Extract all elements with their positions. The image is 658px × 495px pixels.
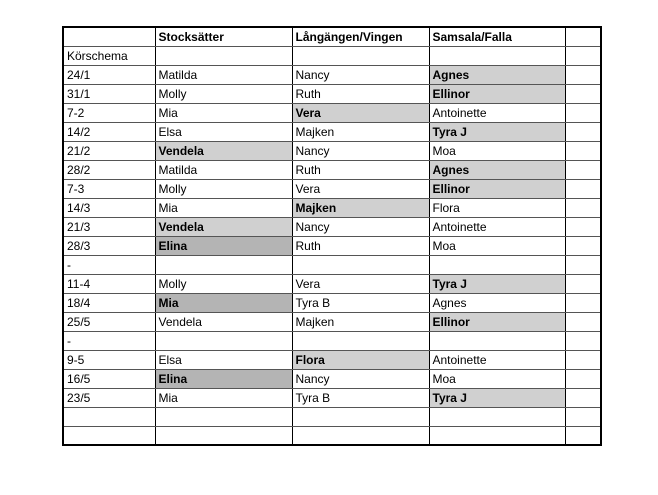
empty-cell: [565, 426, 601, 445]
name-cell: Tyra B: [292, 294, 429, 313]
name-cell: Ruth: [292, 161, 429, 180]
empty-cell: [565, 85, 601, 104]
name-cell: [155, 426, 292, 445]
empty-cell: [565, 332, 601, 351]
name-cell: Ruth: [292, 237, 429, 256]
name-cell: Elsa: [155, 123, 292, 142]
table-row: [63, 275, 601, 294]
empty-cell: [565, 408, 601, 427]
subheader-label: Körschema: [63, 47, 155, 66]
table-row: [63, 351, 601, 370]
name-cell: Agnes: [429, 66, 565, 85]
name-cell: [429, 408, 565, 427]
empty-cell: [565, 47, 601, 66]
name-cell: Mia: [155, 199, 292, 218]
empty-cell: [565, 237, 601, 256]
name-cell: Agnes: [429, 161, 565, 180]
name-cell: Matilda: [155, 66, 292, 85]
name-cell: Nancy: [292, 66, 429, 85]
name-cell: Majken: [292, 199, 429, 218]
name-cell: Antoinette: [429, 351, 565, 370]
name-cell: Flora: [429, 199, 565, 218]
empty-cell: [565, 123, 601, 142]
table-row: [63, 408, 601, 427]
name-cell: Majken: [292, 313, 429, 332]
name-cell: Vendela: [155, 142, 292, 161]
name-cell: [292, 256, 429, 275]
column-header-1: Stocksätter: [155, 27, 292, 47]
schedule-body: [63, 27, 601, 445]
name-cell: [429, 332, 565, 351]
table-row: [63, 256, 601, 275]
table-row: [63, 332, 601, 351]
column-header-4: [565, 27, 601, 47]
name-cell: Mia: [155, 104, 292, 123]
table-row: [63, 123, 601, 142]
date-cell: 24/1: [63, 66, 155, 85]
date-cell: 31/1: [63, 85, 155, 104]
name-cell: Moa: [429, 237, 565, 256]
date-cell: 28/2: [63, 161, 155, 180]
empty-cell: [565, 351, 601, 370]
empty-cell: [565, 370, 601, 389]
table-row: [63, 104, 601, 123]
name-cell: Ellinor: [429, 180, 565, 199]
subheader-row: [63, 47, 601, 66]
name-cell: Tyra J: [429, 123, 565, 142]
name-cell: [292, 426, 429, 445]
date-cell: 25/5: [63, 313, 155, 332]
date-cell: 7-3: [63, 180, 155, 199]
name-cell: [292, 332, 429, 351]
column-header-2: Långängen/Vingen: [292, 27, 429, 47]
name-cell: [429, 426, 565, 445]
table-row: [63, 370, 601, 389]
name-cell: [155, 408, 292, 427]
empty-cell: [565, 199, 601, 218]
name-cell: Tyra B: [292, 389, 429, 408]
name-cell: Ellinor: [429, 85, 565, 104]
empty-cell: [565, 180, 601, 199]
table-row: [63, 66, 601, 85]
name-cell: Elina: [155, 237, 292, 256]
table-row: [63, 161, 601, 180]
name-cell: Flora: [292, 351, 429, 370]
name-cell: Vera: [292, 275, 429, 294]
empty-cell: [565, 389, 601, 408]
date-cell: -: [63, 256, 155, 275]
date-cell: -: [63, 332, 155, 351]
header-row: [63, 27, 601, 47]
name-cell: Mia: [155, 294, 292, 313]
table-row: [63, 426, 601, 445]
name-cell: [155, 256, 292, 275]
empty-cell: [429, 47, 565, 66]
date-cell: 18/4: [63, 294, 155, 313]
name-cell: [292, 408, 429, 427]
date-cell: [63, 408, 155, 427]
name-cell: Vendela: [155, 313, 292, 332]
empty-cell: [565, 104, 601, 123]
table-row: [63, 85, 601, 104]
table-row: [63, 180, 601, 199]
date-cell: 9-5: [63, 351, 155, 370]
date-cell: [63, 426, 155, 445]
name-cell: [155, 332, 292, 351]
name-cell: Antoinette: [429, 218, 565, 237]
empty-cell: [565, 294, 601, 313]
name-cell: Nancy: [292, 142, 429, 161]
name-cell: Elsa: [155, 351, 292, 370]
name-cell: Mia: [155, 389, 292, 408]
table-row: [63, 389, 601, 408]
date-cell: 16/5: [63, 370, 155, 389]
name-cell: Nancy: [292, 218, 429, 237]
schedule-table: [62, 26, 602, 446]
date-cell: 28/3: [63, 237, 155, 256]
name-cell: Tyra J: [429, 389, 565, 408]
empty-cell: [155, 47, 292, 66]
empty-cell: [565, 275, 601, 294]
date-cell: 23/5: [63, 389, 155, 408]
table-row: [63, 218, 601, 237]
column-header-3: Samsala/Falla: [429, 27, 565, 47]
table-row: [63, 237, 601, 256]
table-row: [63, 199, 601, 218]
name-cell: Ellinor: [429, 313, 565, 332]
empty-cell: [565, 313, 601, 332]
date-cell: 14/2: [63, 123, 155, 142]
table-row: [63, 142, 601, 161]
empty-cell: [565, 66, 601, 85]
date-cell: 7-2: [63, 104, 155, 123]
column-header-0: [63, 27, 155, 47]
date-cell: 21/3: [63, 218, 155, 237]
empty-cell: [292, 47, 429, 66]
name-cell: Ruth: [292, 85, 429, 104]
name-cell: Moa: [429, 370, 565, 389]
date-cell: 21/2: [63, 142, 155, 161]
name-cell: Molly: [155, 85, 292, 104]
empty-cell: [565, 256, 601, 275]
name-cell: Molly: [155, 180, 292, 199]
table-row: [63, 313, 601, 332]
name-cell: Elina: [155, 370, 292, 389]
name-cell: Molly: [155, 275, 292, 294]
empty-cell: [565, 142, 601, 161]
empty-cell: [565, 161, 601, 180]
name-cell: Matilda: [155, 161, 292, 180]
name-cell: Vera: [292, 104, 429, 123]
name-cell: Agnes: [429, 294, 565, 313]
name-cell: Majken: [292, 123, 429, 142]
empty-cell: [565, 218, 601, 237]
name-cell: Moa: [429, 142, 565, 161]
table-row: [63, 294, 601, 313]
name-cell: Antoinette: [429, 104, 565, 123]
name-cell: Vera: [292, 180, 429, 199]
date-cell: 14/3: [63, 199, 155, 218]
name-cell: [429, 256, 565, 275]
date-cell: 11-4: [63, 275, 155, 294]
name-cell: Nancy: [292, 370, 429, 389]
name-cell: Vendela: [155, 218, 292, 237]
name-cell: Tyra J: [429, 275, 565, 294]
